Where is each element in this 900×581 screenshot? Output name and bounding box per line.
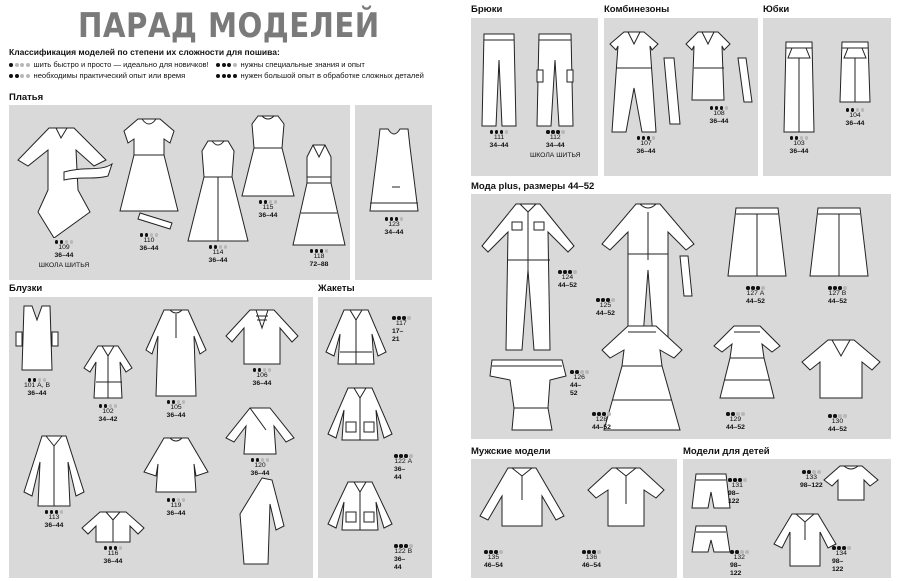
model-caption	[140, 233, 159, 253]
difficulty-dot	[861, 108, 865, 112]
difficulty-dots	[9, 63, 30, 67]
difficulty-dot	[227, 63, 231, 67]
model-number: 107	[640, 139, 652, 147]
model-caption	[394, 454, 413, 482]
garment-sketch	[324, 384, 396, 446]
model-129[interactable]	[710, 322, 784, 431]
model-caption	[800, 470, 823, 490]
difficulty-dot	[847, 546, 851, 550]
model-number: 114	[212, 248, 224, 256]
model-size: 36–44	[252, 379, 272, 387]
garment-sketch	[710, 322, 784, 402]
model-size: 98–122	[728, 489, 740, 505]
model-caption	[828, 286, 847, 306]
garment-sketch	[684, 28, 754, 104]
model-134[interactable]	[770, 510, 847, 573]
difficulty-dot	[15, 63, 19, 67]
model-caption	[570, 370, 589, 398]
garment-sketch	[14, 120, 114, 238]
section-title-kids: Модели для детей	[683, 446, 770, 457]
difficulty-dot	[266, 458, 270, 462]
section-title-plus: Мода plus, размеры 44–52	[471, 181, 595, 192]
model-size: 36–44	[845, 119, 865, 127]
garment-sketch	[118, 115, 180, 231]
model-caption	[24, 378, 50, 398]
model-size: 44–52	[828, 425, 847, 433]
model-109[interactable]	[14, 120, 114, 270]
model-caption	[710, 106, 729, 126]
model-size: 98–122	[800, 481, 823, 489]
difficulty-dot	[585, 370, 589, 374]
model-size: 46–54	[582, 561, 601, 569]
model-number: 102	[102, 407, 114, 415]
model-126[interactable]	[484, 354, 585, 432]
difficulty-dot	[20, 63, 24, 67]
model-caption	[104, 546, 123, 566]
model-caption	[45, 510, 64, 530]
model-115[interactable]	[240, 112, 296, 220]
difficulty-dot	[743, 478, 747, 482]
model-caption	[385, 217, 404, 237]
model-number: 108	[713, 109, 725, 117]
difficulty-dot	[26, 74, 30, 78]
difficulty-dot	[325, 249, 329, 253]
model-size: 98–122	[832, 557, 844, 573]
model-number: 109	[58, 243, 70, 251]
difficulty-dot	[611, 298, 615, 302]
model-number: 124	[561, 273, 574, 281]
model-size: 36–44	[394, 465, 406, 481]
model-caption	[490, 130, 509, 150]
difficulty-dot	[274, 200, 278, 204]
garment-sketch	[608, 28, 684, 134]
legend-item-level-1	[9, 60, 209, 69]
garment-sketch	[690, 470, 732, 510]
difficulty-dot	[805, 136, 809, 140]
legend-text: шить быстро и просто — идеально для новичков!	[33, 60, 209, 69]
model-110[interactable]	[118, 115, 180, 253]
model-caption	[392, 316, 411, 344]
section-title-men: Мужские модели	[471, 446, 551, 457]
model-number: 105	[170, 403, 182, 411]
garment-sketch	[222, 306, 302, 366]
garment-sketch	[324, 478, 396, 536]
difficulty-dot	[20, 74, 24, 78]
model-caption	[39, 240, 90, 270]
difficulty-dot	[60, 510, 64, 514]
model-caption	[253, 368, 272, 388]
garment-sketch	[770, 510, 840, 568]
difficulty-dot	[222, 63, 226, 67]
model-128[interactable]	[594, 322, 690, 432]
difficulty-dot	[227, 74, 231, 78]
model-size: 34–42	[98, 415, 118, 423]
model-number: 120	[254, 461, 266, 469]
model-caption	[592, 412, 611, 432]
model-size: 44–52	[828, 297, 847, 305]
model-number: 106	[256, 371, 268, 379]
model-size: 44–52	[592, 423, 611, 431]
legend-text: нужны специальные знания и опыт	[240, 60, 365, 69]
legend-text: нужен большой опыт в обработке сложных деталей	[240, 71, 424, 80]
model-caption	[790, 136, 809, 156]
model-caption	[730, 550, 749, 578]
garment-sketch	[808, 204, 870, 278]
difficulty-dot	[119, 546, 123, 550]
model-caption	[637, 136, 656, 156]
garment-sketch	[820, 462, 882, 502]
model-105[interactable]	[140, 306, 212, 420]
model-number: 132	[733, 553, 745, 561]
model-caption	[596, 298, 615, 318]
model-135[interactable]	[476, 464, 568, 569]
garment-sketch	[140, 306, 212, 398]
model-caption	[530, 130, 581, 160]
difficulty-dot	[224, 245, 228, 249]
model-size: 34–44	[384, 228, 404, 236]
model-size: 44–52	[726, 423, 745, 431]
section-title-skirts: Юбки	[763, 4, 790, 15]
difficulty-dot	[26, 63, 30, 67]
model-130[interactable]	[798, 336, 884, 433]
model-caption	[167, 400, 186, 420]
model-number: 113	[48, 513, 60, 521]
model-number: 127 А	[746, 289, 765, 297]
model-size: 36–44	[208, 256, 228, 264]
model-number: 104	[849, 111, 861, 119]
difficulty-dot	[15, 74, 19, 78]
model-number: 116	[107, 549, 119, 557]
garment-sketch	[222, 404, 298, 456]
model-size: 17–21	[392, 327, 404, 343]
difficulty-dot	[607, 412, 611, 416]
model-caption	[394, 544, 413, 572]
model-size: 34–44	[545, 141, 565, 149]
model-caption	[310, 249, 329, 269]
difficulty-dot	[843, 414, 847, 418]
legend-item-level-2	[9, 71, 185, 80]
difficulty-dot	[400, 217, 404, 221]
garment-sketch	[726, 204, 788, 278]
garment-sketch	[140, 434, 212, 496]
model-size: 36–44	[27, 389, 47, 397]
model-number: 129	[729, 415, 742, 423]
model-number: 130	[831, 417, 844, 425]
difficulty-dot	[407, 316, 411, 320]
model-size: 72–88	[309, 260, 329, 268]
difficulty-dot	[817, 470, 821, 474]
garment-sketch	[836, 38, 874, 106]
model-caption	[746, 286, 765, 306]
model-104[interactable]	[836, 38, 874, 128]
model-122a[interactable]	[324, 384, 413, 481]
difficulty-dots	[216, 74, 237, 78]
section-title-jumpsuits: Комбинезоны	[604, 4, 670, 15]
model-number: 125	[599, 301, 612, 309]
model-108[interactable]	[684, 28, 754, 126]
model-note: ШКОЛА ШИТЬЯ	[530, 151, 581, 159]
model-size: 36–44	[54, 251, 74, 259]
garment-sketch	[14, 302, 60, 376]
difficulty-dot	[9, 63, 13, 67]
garment-sketch	[366, 125, 422, 215]
model-size: 44–52	[746, 297, 765, 305]
garment-sketch	[240, 112, 296, 198]
garment-sketch	[18, 432, 90, 508]
model-number: 131	[731, 481, 743, 489]
model-122b[interactable]	[324, 478, 413, 571]
model-132[interactable]	[690, 522, 745, 577]
model-number: 136	[585, 553, 598, 561]
difficulty-dot	[499, 550, 503, 554]
model-133[interactable]	[800, 462, 882, 502]
model-size: 34–44	[489, 141, 509, 149]
difficulty-dot	[597, 550, 601, 554]
difficulty-dot	[490, 130, 494, 134]
difficulty-dot	[268, 368, 272, 372]
model-136[interactable]	[582, 464, 668, 569]
model-caption	[832, 546, 851, 574]
difficulty-dot	[573, 270, 577, 274]
model-123[interactable]	[366, 125, 422, 237]
model-size: 36–44	[103, 557, 123, 565]
difficulty-dot	[182, 400, 186, 404]
garment-sketch	[80, 342, 136, 402]
garment-sketch	[78, 508, 148, 544]
model-number: 117	[395, 319, 407, 327]
difficulty-dot	[233, 74, 237, 78]
model-note: ШКОЛА ШИТЬЯ	[38, 261, 90, 269]
difficulty-dots	[216, 63, 237, 67]
page-title: ПАРАД МОДЕЛЕЙ	[78, 6, 380, 46]
section-title-trousers: Брюки	[471, 4, 503, 15]
model-102[interactable]	[80, 342, 136, 424]
model-caption	[582, 550, 601, 570]
model-106[interactable]	[222, 306, 302, 388]
model-118[interactable]	[291, 143, 347, 269]
model-caption	[558, 270, 577, 290]
garment-sketch	[780, 38, 818, 134]
model-101[interactable]	[14, 302, 60, 398]
model-caption	[259, 200, 278, 220]
garment-sketch	[476, 464, 568, 528]
model-number: 119	[170, 501, 182, 509]
model-127b[interactable]	[808, 204, 870, 305]
difficulty-dot	[561, 130, 565, 134]
difficulty-dot	[505, 130, 509, 134]
model-number: 111	[493, 133, 505, 141]
difficulty-dot	[70, 240, 74, 244]
model-size: 36–44	[166, 411, 186, 419]
model-size: 36–44	[636, 147, 656, 155]
model-one-shoulder[interactable]	[222, 474, 288, 568]
garment-sketch	[484, 354, 570, 432]
difficulty-dot	[741, 412, 745, 416]
model-caption	[846, 108, 865, 128]
model-number: 112	[549, 133, 561, 141]
model-size: 36–44	[139, 244, 159, 252]
legend-item-level-3	[216, 60, 365, 69]
model-size: 36–44	[258, 211, 278, 219]
model-number: 122 А	[394, 457, 413, 465]
model-caption	[99, 404, 118, 424]
model-size: 36–44	[789, 147, 809, 155]
difficulty-dot	[216, 74, 220, 78]
model-number: 134	[835, 549, 847, 557]
difficulty-dot	[9, 74, 13, 78]
garment-sketch	[320, 306, 392, 366]
model-size: 44–52	[558, 281, 577, 289]
model-119[interactable]	[140, 434, 212, 518]
model-112[interactable]	[530, 30, 581, 160]
model-107[interactable]	[608, 28, 684, 156]
model-size: 36–44	[394, 555, 406, 571]
model-number: 122 В	[394, 547, 413, 555]
difficulty-dot	[114, 404, 118, 408]
model-size: 44–52	[596, 309, 615, 317]
model-number: 126	[573, 373, 585, 381]
garment-sketch	[533, 30, 577, 128]
section-title-jackets: Жакеты	[318, 283, 355, 294]
model-number: 110	[143, 236, 155, 244]
difficulty-dot	[222, 74, 226, 78]
garment-sketch	[584, 464, 668, 528]
model-size: 36–44	[709, 117, 729, 125]
difficulty-dot	[155, 233, 159, 237]
legend-title: Классификация моделей по степени их сложности для пошива:	[9, 47, 280, 57]
model-number: 118	[313, 252, 325, 260]
garment-sketch	[798, 336, 884, 402]
model-caption	[209, 245, 228, 265]
garment-sketch	[222, 474, 288, 568]
model-caption	[728, 478, 747, 506]
model-number: 103	[793, 139, 805, 147]
model-120[interactable]	[222, 404, 298, 478]
model-size: 36–44	[166, 509, 186, 517]
model-number: 127 В	[828, 289, 847, 297]
model-size: 36–44	[250, 469, 270, 477]
section-title-blouses: Блузки	[9, 283, 43, 294]
model-127a[interactable]	[726, 204, 788, 305]
model-116[interactable]	[78, 508, 148, 566]
difficulty-dot	[652, 136, 656, 140]
difficulty-dot	[182, 498, 186, 502]
model-number: 135	[487, 553, 500, 561]
model-size: 98–122	[730, 561, 742, 577]
model-131[interactable]	[690, 470, 743, 510]
legend-text: необходимы практический опыт или время	[33, 71, 186, 80]
model-number: 115	[262, 203, 274, 211]
difficulty-dot	[233, 63, 237, 67]
difficulty-dots	[9, 74, 30, 78]
garment-sketch	[690, 522, 732, 554]
difficulty-dot	[216, 63, 220, 67]
model-caption	[726, 412, 745, 432]
garment-sketch	[291, 143, 347, 247]
model-caption	[167, 498, 186, 518]
difficulty-dot	[725, 106, 729, 110]
legend-item-level-4	[216, 71, 424, 80]
model-number: 133	[805, 473, 818, 481]
model-caption	[828, 414, 847, 434]
model-124[interactable]	[476, 200, 580, 352]
model-size: 46–54	[484, 561, 503, 569]
model-number: 128	[595, 415, 608, 423]
section-title-dresses: Платья	[9, 92, 44, 103]
model-size: 44–52	[570, 381, 582, 397]
garment-sketch	[478, 30, 520, 128]
model-size: 36–44	[44, 521, 64, 529]
model-number: 101 А, В	[23, 381, 51, 389]
difficulty-dot	[745, 550, 749, 554]
model-number: 123	[388, 220, 400, 228]
model-103[interactable]	[780, 38, 818, 156]
model-111[interactable]	[478, 30, 520, 150]
model-caption	[484, 550, 503, 570]
model-117[interactable]	[320, 306, 407, 366]
